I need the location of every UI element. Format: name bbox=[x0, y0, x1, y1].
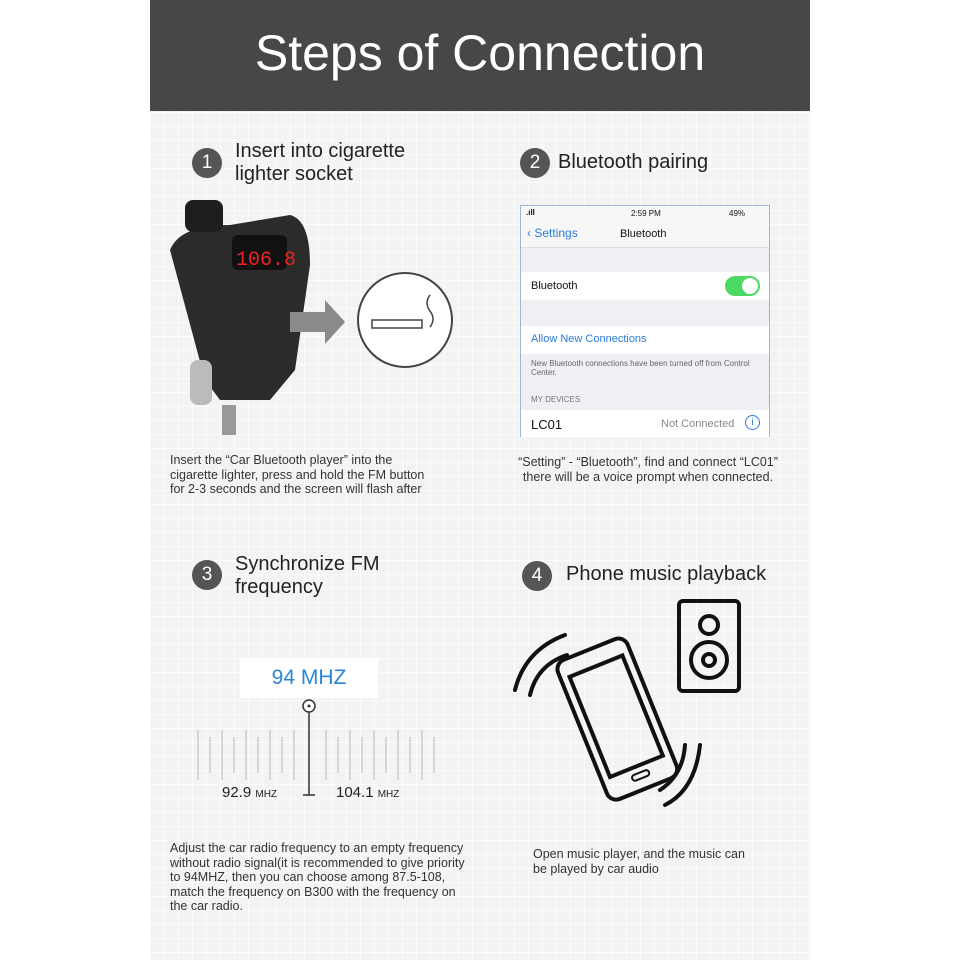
desc-line: to 94MHZ, then you can choose among 87.5-108, bbox=[170, 870, 446, 884]
desc-line: Adjust the car radio frequency to an empty frequency bbox=[170, 841, 464, 855]
freq-unit: MHZ bbox=[255, 789, 278, 800]
step-number: 2 bbox=[520, 148, 550, 178]
left-frequency-label bbox=[222, 784, 277, 801]
back-button[interactable]: ‹ Settings bbox=[527, 226, 578, 240]
info-icon[interactable]: i bbox=[745, 415, 760, 430]
step-description bbox=[533, 847, 745, 876]
step-title: Phone music playback bbox=[566, 563, 767, 585]
phone-speaker-illustration bbox=[505, 595, 745, 815]
desc-line: “Setting” - “Bluetooth”, find and connect “LC01” bbox=[518, 455, 778, 469]
device-name: LC01 bbox=[531, 417, 563, 432]
bluetooth-label: Bluetooth bbox=[531, 280, 578, 292]
desc-line: there will be a voice prompt when connected. bbox=[522, 469, 774, 484]
freq-unit: MHZ bbox=[377, 789, 400, 800]
signal-icon: .ıll bbox=[526, 208, 535, 217]
step-number: 1 bbox=[192, 148, 222, 178]
bluetooth-toggle[interactable] bbox=[725, 276, 760, 296]
desc-line: Insert the “Car Bluetooth player” into the bbox=[170, 453, 393, 467]
current-frequency: 94 MHZ bbox=[240, 658, 378, 698]
step-title-line: frequency bbox=[235, 576, 323, 598]
section-header: MY DEVICES bbox=[531, 395, 581, 404]
desc-line: be played by car audio bbox=[533, 861, 659, 876]
screen-title: Bluetooth bbox=[620, 228, 667, 240]
desc-line: for 2-3 seconds and the screen will flash after bbox=[170, 482, 422, 496]
step-title: Bluetooth pairing bbox=[558, 151, 709, 173]
freq-value: 104.1 bbox=[336, 784, 374, 801]
step-description bbox=[170, 453, 424, 497]
step-title-line: lighter socket bbox=[235, 163, 353, 185]
desc-line: the car radio. bbox=[170, 899, 243, 913]
smartphone-icon bbox=[554, 635, 680, 802]
device-status: Not Connected bbox=[661, 418, 735, 430]
status-time: 2:59 PM bbox=[631, 209, 661, 218]
back-label: Settings bbox=[534, 226, 578, 240]
step-title-line: Synchronize FM bbox=[235, 553, 380, 575]
page-title: Steps of Connection bbox=[150, 0, 810, 111]
desc-line: match the frequency on B300 with the frequency on bbox=[170, 884, 456, 899]
step-title-line: Insert into cigarette bbox=[235, 140, 406, 162]
car-charger-illustration bbox=[160, 190, 460, 440]
bluetooth-settings-screenshot bbox=[520, 205, 770, 437]
battery-level: 49% bbox=[729, 209, 746, 218]
allow-new-connections[interactable]: Allow New Connections bbox=[521, 326, 769, 354]
step-description bbox=[488, 455, 808, 484]
step-title bbox=[235, 140, 405, 186]
desc-line: cigarette lighter, press and hold the FM button bbox=[170, 467, 425, 482]
step-description bbox=[170, 841, 465, 914]
step-number: 3 bbox=[192, 560, 222, 590]
desc-line: Open music player, and the music can bbox=[533, 847, 745, 861]
right-frequency-label bbox=[336, 784, 399, 801]
note-text: New Bluetooth connections have been turned off from Control Center. bbox=[531, 359, 750, 377]
device-row[interactable] bbox=[521, 410, 769, 437]
step-number: 4 bbox=[522, 561, 552, 591]
desc-line: without radio signal(it is recommended to give priority bbox=[170, 855, 465, 870]
fm-display: 106.8 bbox=[236, 249, 297, 272]
freq-value: 92.9 bbox=[222, 784, 252, 801]
step-title bbox=[235, 553, 380, 599]
